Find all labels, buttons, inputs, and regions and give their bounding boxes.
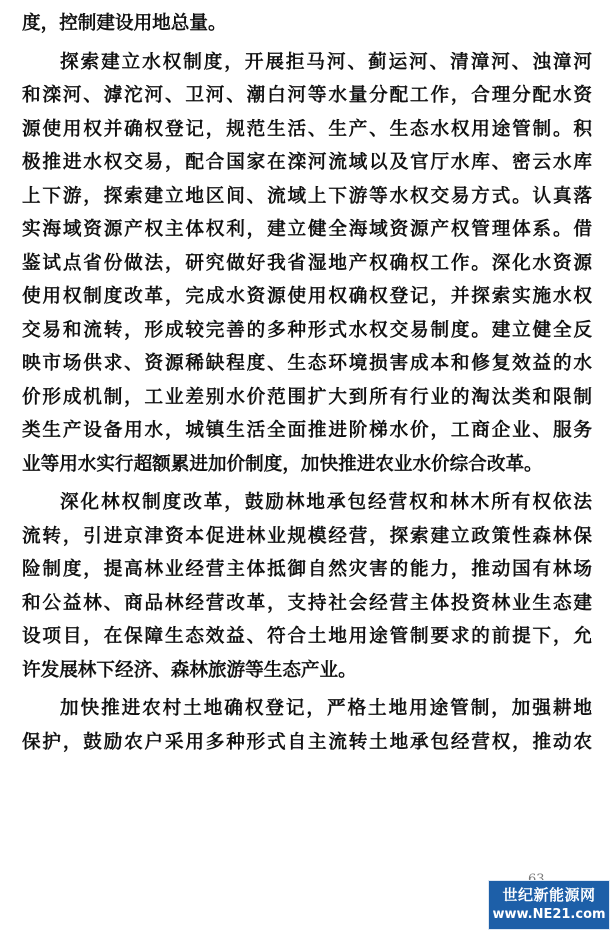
text-line: 交易和流转，形成较完善的多种形式水权交易制度。建立健全反 — [22, 319, 592, 341]
text-line: 和滦河、滹沱河、卫河、潮白河等水量分配工作，合理分配水资 — [22, 85, 592, 106]
text-line: 设项目，在保障生态效益、符合土地用途管制要求的前提下，允 — [22, 626, 592, 647]
watermark-title: 世纪新能源网 — [502, 886, 596, 904]
paragraph-2 — [22, 46, 592, 482]
text-line: 映市场供求、资源稀缺程度、生态环境损害成本和修复效益的水 — [22, 353, 592, 374]
text-line: 业等用水实行超额累进加价制度，加快推进农业水价综合改革。 — [22, 453, 543, 475]
text-line: 和公益林、商品林经营改革，支持社会经营主体投资林业生态建 — [22, 592, 592, 614]
text-line: 险制度，提高林业经营主体抵御自然灾害的能力，推动国有林场 — [22, 559, 592, 580]
text-line: 加快推进农村土地确权登记，严格土地用途管制，加强耕地 — [60, 698, 592, 719]
text-line: 探索建立水权制度，开展拒马河、蓟运河、清漳河、浊漳河 — [60, 51, 592, 73]
text-line: 类生产设备用水，城镇生活全面推进阶梯水价，工商企业、服务 — [22, 420, 592, 441]
watermark-url: www.NE21.com — [492, 907, 606, 922]
paragraph-3 — [22, 486, 592, 687]
text-line: 深化林权制度改革，鼓励林地承包经营权和林木所有权依法 — [60, 492, 592, 513]
site-watermark-logo — [488, 880, 610, 930]
text-line: 实海域资源产权主体权利，建立健全海域资源产权管理体系。借 — [22, 219, 592, 240]
text-line: 极推进水权交易，配合国家在滦河流域以及官厅水库、密云水库 — [22, 152, 592, 173]
text-line: 使用权制度改革，完成水资源使用权确权登记，并探索实施水权 — [22, 286, 592, 307]
text-line: 流转，引进京津资本促进林业规模经营，探索建立政策性森林保 — [22, 525, 592, 547]
paragraph-4 — [22, 692, 592, 759]
paragraph-1 — [22, 7, 592, 41]
text-line: 保护，鼓励农户采用多种形式自主流转土地承包经营权，推动农 — [22, 731, 592, 753]
text-line: 鉴试点省份做法，研究做好我省湿地产权确权工作。深化水资源 — [22, 252, 592, 274]
text-line: 许发展林下经济、森林旅游等生态产业。 — [22, 659, 357, 681]
text-line: 源使用权并确权登记，规范生活、生产、生态水权用途管制。积 — [22, 118, 592, 140]
document-body — [22, 7, 592, 759]
text-line: 上下游，探索建立地区间、流域上下游等水权交易方式。认真落 — [22, 185, 592, 207]
text-line: 度，控制建设用地总量。 — [22, 13, 227, 34]
text-line: 价形成机制，工业差别水价范围扩大到所有行业的淘汰类和限制 — [22, 386, 592, 408]
